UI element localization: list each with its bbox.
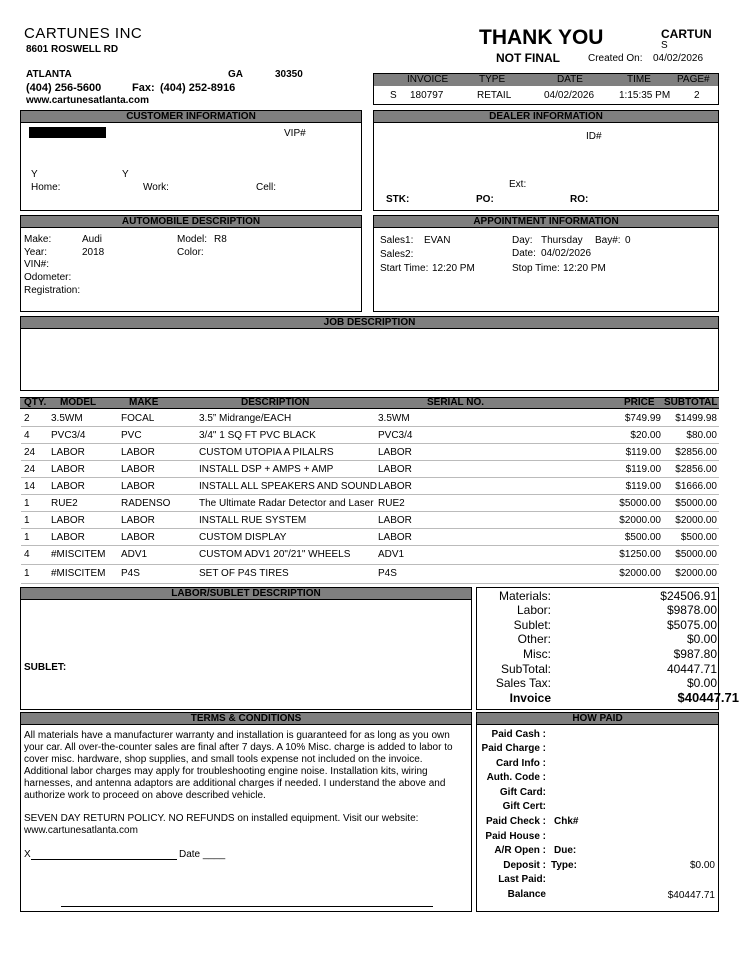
items-col-model: MODEL — [60, 397, 97, 408]
item-qty: 1 — [24, 568, 30, 579]
balance-amount: $40447.71 — [667, 890, 715, 901]
other-value: $0.00 — [686, 632, 717, 646]
item-model: 3.5WM — [51, 413, 83, 424]
sales1-value: EVAN — [424, 235, 451, 246]
item-price: $749.99 — [624, 413, 661, 424]
item-price: $500.00 — [624, 532, 661, 543]
item-model: #MISCITEM — [51, 549, 106, 560]
work-phone-label: Work: — [143, 182, 169, 193]
dealer-ro-label: RO: — [570, 194, 589, 205]
items-col-price: PRICE — [624, 397, 655, 408]
appointment-header: APPOINTMENT INFORMATION — [373, 215, 719, 228]
misc-label: Misc: — [523, 647, 551, 661]
ar-open-label: A/R Open : — [494, 845, 546, 856]
item-qty: 1 — [24, 532, 30, 543]
item-description: INSTALL ALL SPEAKERS AND SOUND — [199, 481, 378, 492]
item-model: LABOR — [51, 464, 85, 475]
item-qty: 14 — [24, 481, 36, 492]
day-label: Day: — [512, 235, 533, 246]
labor-label: Labor: — [516, 603, 551, 617]
invoice-col-header: TYPE — [479, 74, 506, 85]
invoice-col-header: TIME — [627, 74, 651, 85]
company-street: 8601 ROSWELL RD — [26, 44, 119, 55]
item-serial: LABOR — [378, 447, 412, 458]
item-model: LABOR — [51, 515, 85, 526]
item-make: RADENSO — [121, 498, 171, 509]
footer-line — [61, 906, 433, 907]
item-subtotal: $1499.98 — [675, 413, 717, 424]
item-price: $119.00 — [625, 464, 661, 475]
item-make: P4S — [121, 568, 140, 579]
invoice-type: RETAIL — [477, 90, 512, 101]
dealer-info-header: DEALER INFORMATION — [373, 110, 719, 123]
customer-info-header: CUSTOMER INFORMATION — [20, 110, 362, 123]
created-on-label: Created On: — [588, 53, 643, 64]
gift-card-label: Gift Card: — [499, 787, 546, 798]
item-subtotal: $5000.00 — [675, 549, 717, 560]
customer-info-box — [20, 110, 362, 211]
due-label: Due: — [554, 845, 577, 856]
automobile-header: AUTOMOBILE DESCRIPTION — [20, 215, 362, 228]
invoice-date: 04/02/2026 — [544, 90, 595, 101]
gift-cert-label: Gift Cert: — [502, 801, 546, 812]
sales2-label: Sales2: — [380, 249, 414, 260]
item-row — [21, 478, 719, 495]
invoice-col-header: DATE — [557, 74, 583, 85]
item-qty: 1 — [24, 515, 30, 526]
item-row — [21, 529, 719, 546]
item-serial: P4S — [378, 568, 397, 579]
item-description: SET OF P4S TIRES — [199, 568, 289, 579]
sales-tax-label: Sales Tax: — [495, 676, 551, 690]
user-name-line1: CARTUN — [661, 27, 712, 41]
make-label: Make: — [24, 234, 52, 245]
card-info-label: Card Info : — [496, 758, 546, 769]
invoice-col-header: PAGE# — [677, 74, 710, 85]
item-description: 3/4" 1 SQ FT PVC BLACK — [199, 430, 316, 441]
item-subtotal: $500.00 — [680, 532, 717, 543]
invoice-page: 2 — [694, 90, 700, 101]
item-row — [21, 495, 719, 512]
sublet-header: LABOR/SUBLET DESCRIPTION — [20, 587, 472, 600]
cell-phone-label: Cell: — [256, 182, 277, 193]
invoice-number: 180797 — [410, 90, 444, 101]
items-col-make: MAKE — [129, 397, 159, 408]
sublet-total-value: $5075.00 — [666, 618, 717, 632]
color-label: Color: — [177, 247, 204, 258]
company-phone: (404) 256-5600 — [26, 82, 102, 94]
sales1-label: Sales1: — [380, 235, 414, 246]
terms-header: TERMS & CONDITIONS — [20, 712, 472, 725]
paid-cash-label: Paid Cash : — [491, 729, 546, 740]
item-qty: 24 — [24, 464, 36, 475]
dealer-po-label: PO: — [476, 194, 494, 205]
items-col-subtotal: SUBTOTAL — [664, 397, 718, 408]
item-model: #MISCITEM — [51, 568, 106, 579]
item-subtotal: $2856.00 — [675, 447, 717, 458]
bay-label: Bay#: — [595, 235, 621, 246]
subtotal-label: SubTotal: — [500, 662, 551, 676]
item-serial: RUE2 — [378, 498, 405, 509]
dealer-stk-label: STK: — [386, 194, 410, 205]
day-value: Thursday — [541, 235, 583, 246]
materials-label: Materials: — [498, 589, 551, 603]
company-fax-label: Fax: — [132, 82, 155, 94]
item-description: 3.5” Midrange/EACH — [199, 413, 292, 424]
company-name: CARTUNES INC — [24, 25, 143, 42]
item-subtotal: $2000.00 — [675, 515, 717, 526]
dealer-ext-label: Ext: — [509, 179, 527, 190]
item-serial: ADV1 — [378, 549, 405, 560]
item-description: INSTALL RUE SYSTEM — [199, 515, 307, 526]
sublet-box — [20, 587, 472, 710]
auth-code-label: Auth. Code : — [486, 772, 546, 783]
model-value: R8 — [214, 234, 227, 245]
item-serial: PVC3/4 — [378, 430, 413, 441]
invoice-col-header: INVOICE — [407, 74, 449, 85]
item-make: LABOR — [121, 515, 155, 526]
materials-value: $24506.91 — [660, 589, 717, 603]
stop-time-label: Stop Time: — [512, 263, 560, 274]
user-name-line2: S — [661, 40, 668, 51]
sales-tax-value: $0.00 — [686, 676, 717, 690]
item-make: LABOR — [121, 464, 155, 475]
dealer-id-label: ID# — [586, 131, 602, 142]
home-phone-label: Home: — [31, 182, 61, 193]
misc-value: $987.80 — [673, 647, 717, 661]
items-col-description: DESCRIPTION — [241, 397, 310, 408]
item-make: LABOR — [121, 447, 155, 458]
item-serial: LABOR — [378, 532, 412, 543]
item-row — [21, 444, 719, 461]
home-flag: Y — [31, 169, 38, 180]
item-make: LABOR — [121, 481, 155, 492]
how-paid-header: HOW PAID — [476, 712, 719, 725]
thank-you-title: THANK YOU — [479, 26, 604, 49]
balance-label: Balance — [507, 889, 546, 900]
make-value: Audi — [82, 234, 103, 245]
item-qty: 1 — [24, 498, 30, 509]
automobile-box — [20, 215, 362, 312]
created-on-date: 04/02/2026 — [653, 53, 704, 64]
invoice-total-value: $40447.71 — [677, 690, 739, 705]
item-description: CUSTOM ADV1 20"/21" WHEELS — [199, 549, 351, 560]
start-time-label: Start Time: — [380, 263, 429, 274]
item-description: The Ultimate Radar Detector and Laser — [199, 498, 374, 509]
item-qty: 24 — [24, 447, 36, 458]
item-row — [21, 461, 719, 478]
item-row — [21, 410, 719, 427]
vin-label: VIN#: — [24, 259, 50, 270]
item-price: $119.00 — [625, 481, 661, 492]
items-col-serial: SERIAL NO. — [427, 397, 485, 408]
item-qty: 4 — [24, 430, 30, 441]
bay-value: 0 — [625, 235, 631, 246]
year-value: 2018 — [82, 247, 105, 258]
item-price: $5000.00 — [619, 498, 661, 509]
signature-line — [31, 859, 177, 860]
item-make: LABOR — [121, 532, 155, 543]
invoice-total-label: Invoice — [509, 691, 551, 705]
item-model: LABOR — [51, 447, 85, 458]
item-price: $2000.00 — [619, 568, 661, 579]
other-label: Other: — [517, 632, 551, 646]
vip-label: VIP# — [284, 128, 306, 139]
item-price: $1250.00 — [619, 549, 661, 560]
company-city: ATLANTA — [26, 69, 72, 80]
item-serial: 3.5WM — [378, 413, 410, 424]
dealer-info-box — [373, 110, 719, 211]
item-price: $2000.00 — [619, 515, 661, 526]
item-price: $119.00 — [625, 447, 661, 458]
item-make: PVC — [121, 430, 142, 441]
signature-x: X — [24, 849, 31, 860]
signature-date-label: Date ____ — [179, 849, 226, 860]
odometer-label: Odometer: — [24, 272, 72, 283]
item-subtotal: $2000.00 — [675, 568, 717, 579]
sublet-total-label: Sublet: — [513, 618, 551, 632]
terms-paragraph: All materials have a manufacturer warranty and installation is guaranteed for as long as you own your car. All over-the-counter sales are final after 7 days. A 10% Misc. charge is added to labor to cover misc. hardware, shop supplies, and small tools expense not included on the invoice. Additional labor charges may apply for troubleshooting engine noise. Installation kits, wiring harnesses, and antenna adaptors are additional charges if needed. I understand the above and authorize work to proceed on above described vehicle. — [24, 730, 453, 801]
appointment-date-label: Date: — [512, 248, 536, 259]
item-model: RUE2 — [51, 498, 78, 509]
work-flag: Y — [122, 169, 129, 180]
stop-time-value: 12:20 PM — [563, 263, 606, 274]
item-model: PVC3/4 — [51, 430, 86, 441]
item-row — [21, 565, 719, 584]
deposit-label: Deposit : — [503, 860, 546, 871]
item-qty: 4 — [24, 549, 30, 560]
check-number-label: Chk# — [554, 816, 579, 827]
item-make: ADV1 — [121, 549, 148, 560]
redacted-customer-name — [29, 127, 106, 138]
item-make: FOCAL — [121, 413, 155, 424]
items-header-bar — [20, 397, 719, 409]
item-row — [21, 512, 719, 529]
subtotal-value: 40447.71 — [666, 662, 717, 676]
item-description: INSTALL DSP + AMPS + AMP — [199, 464, 334, 475]
year-label: Year: — [24, 247, 47, 258]
sublet-label: SUBLET: — [24, 662, 67, 673]
items-col-qty: QTY. — [24, 397, 47, 408]
deposit-type-label: Type: — [551, 860, 577, 871]
item-serial: LABOR — [378, 515, 412, 526]
item-model: LABOR — [51, 532, 85, 543]
item-row — [21, 546, 719, 565]
registration-label: Registration: — [24, 285, 81, 296]
paid-house-label: Paid House : — [485, 831, 546, 842]
item-model: LABOR — [51, 481, 85, 492]
job-description-header: JOB DESCRIPTION — [20, 316, 719, 329]
invoice-time: 1:15:35 PM — [619, 90, 671, 101]
deposit-amount: $0.00 — [689, 860, 715, 871]
last-paid-label: Last Paid: — [498, 874, 546, 885]
company-zip: 30350 — [275, 69, 303, 80]
paid-check-label: Paid Check : — [485, 816, 546, 827]
appointment-date-value: 04/02/2026 — [541, 248, 592, 259]
start-time-value: 12:20 PM — [432, 263, 475, 274]
paid-charge-label: Paid Charge : — [481, 743, 546, 754]
item-qty: 2 — [24, 413, 30, 424]
item-subtotal: $2856.00 — [675, 464, 717, 475]
company-state: GA — [228, 69, 243, 80]
status-label: NOT FINAL — [496, 51, 560, 65]
item-subtotal: $5000.00 — [675, 498, 717, 509]
item-subtotal: $1666.00 — [675, 481, 717, 492]
item-price: $20.00 — [630, 430, 661, 441]
item-description: CUSTOM DISPLAY — [199, 532, 287, 543]
company-fax: (404) 252-8916 — [160, 82, 236, 94]
item-row — [21, 427, 719, 444]
item-serial: LABOR — [378, 464, 412, 475]
model-label: Model: — [177, 234, 208, 245]
item-serial: LABOR — [378, 481, 412, 492]
item-subtotal: $80.00 — [686, 430, 717, 441]
invoice-prefix: S — [390, 90, 397, 101]
return-policy-paragraph: SEVEN DAY RETURN POLICY. NO REFUNDS on installed equipment. Visit our website: www.cartunesatlanta.com — [24, 813, 419, 836]
item-description: CUSTOM UTOPIA A PILALRS — [199, 447, 334, 458]
labor-value: $9878.00 — [666, 603, 717, 617]
company-website: www.cartunesatlanta.com — [26, 95, 149, 106]
